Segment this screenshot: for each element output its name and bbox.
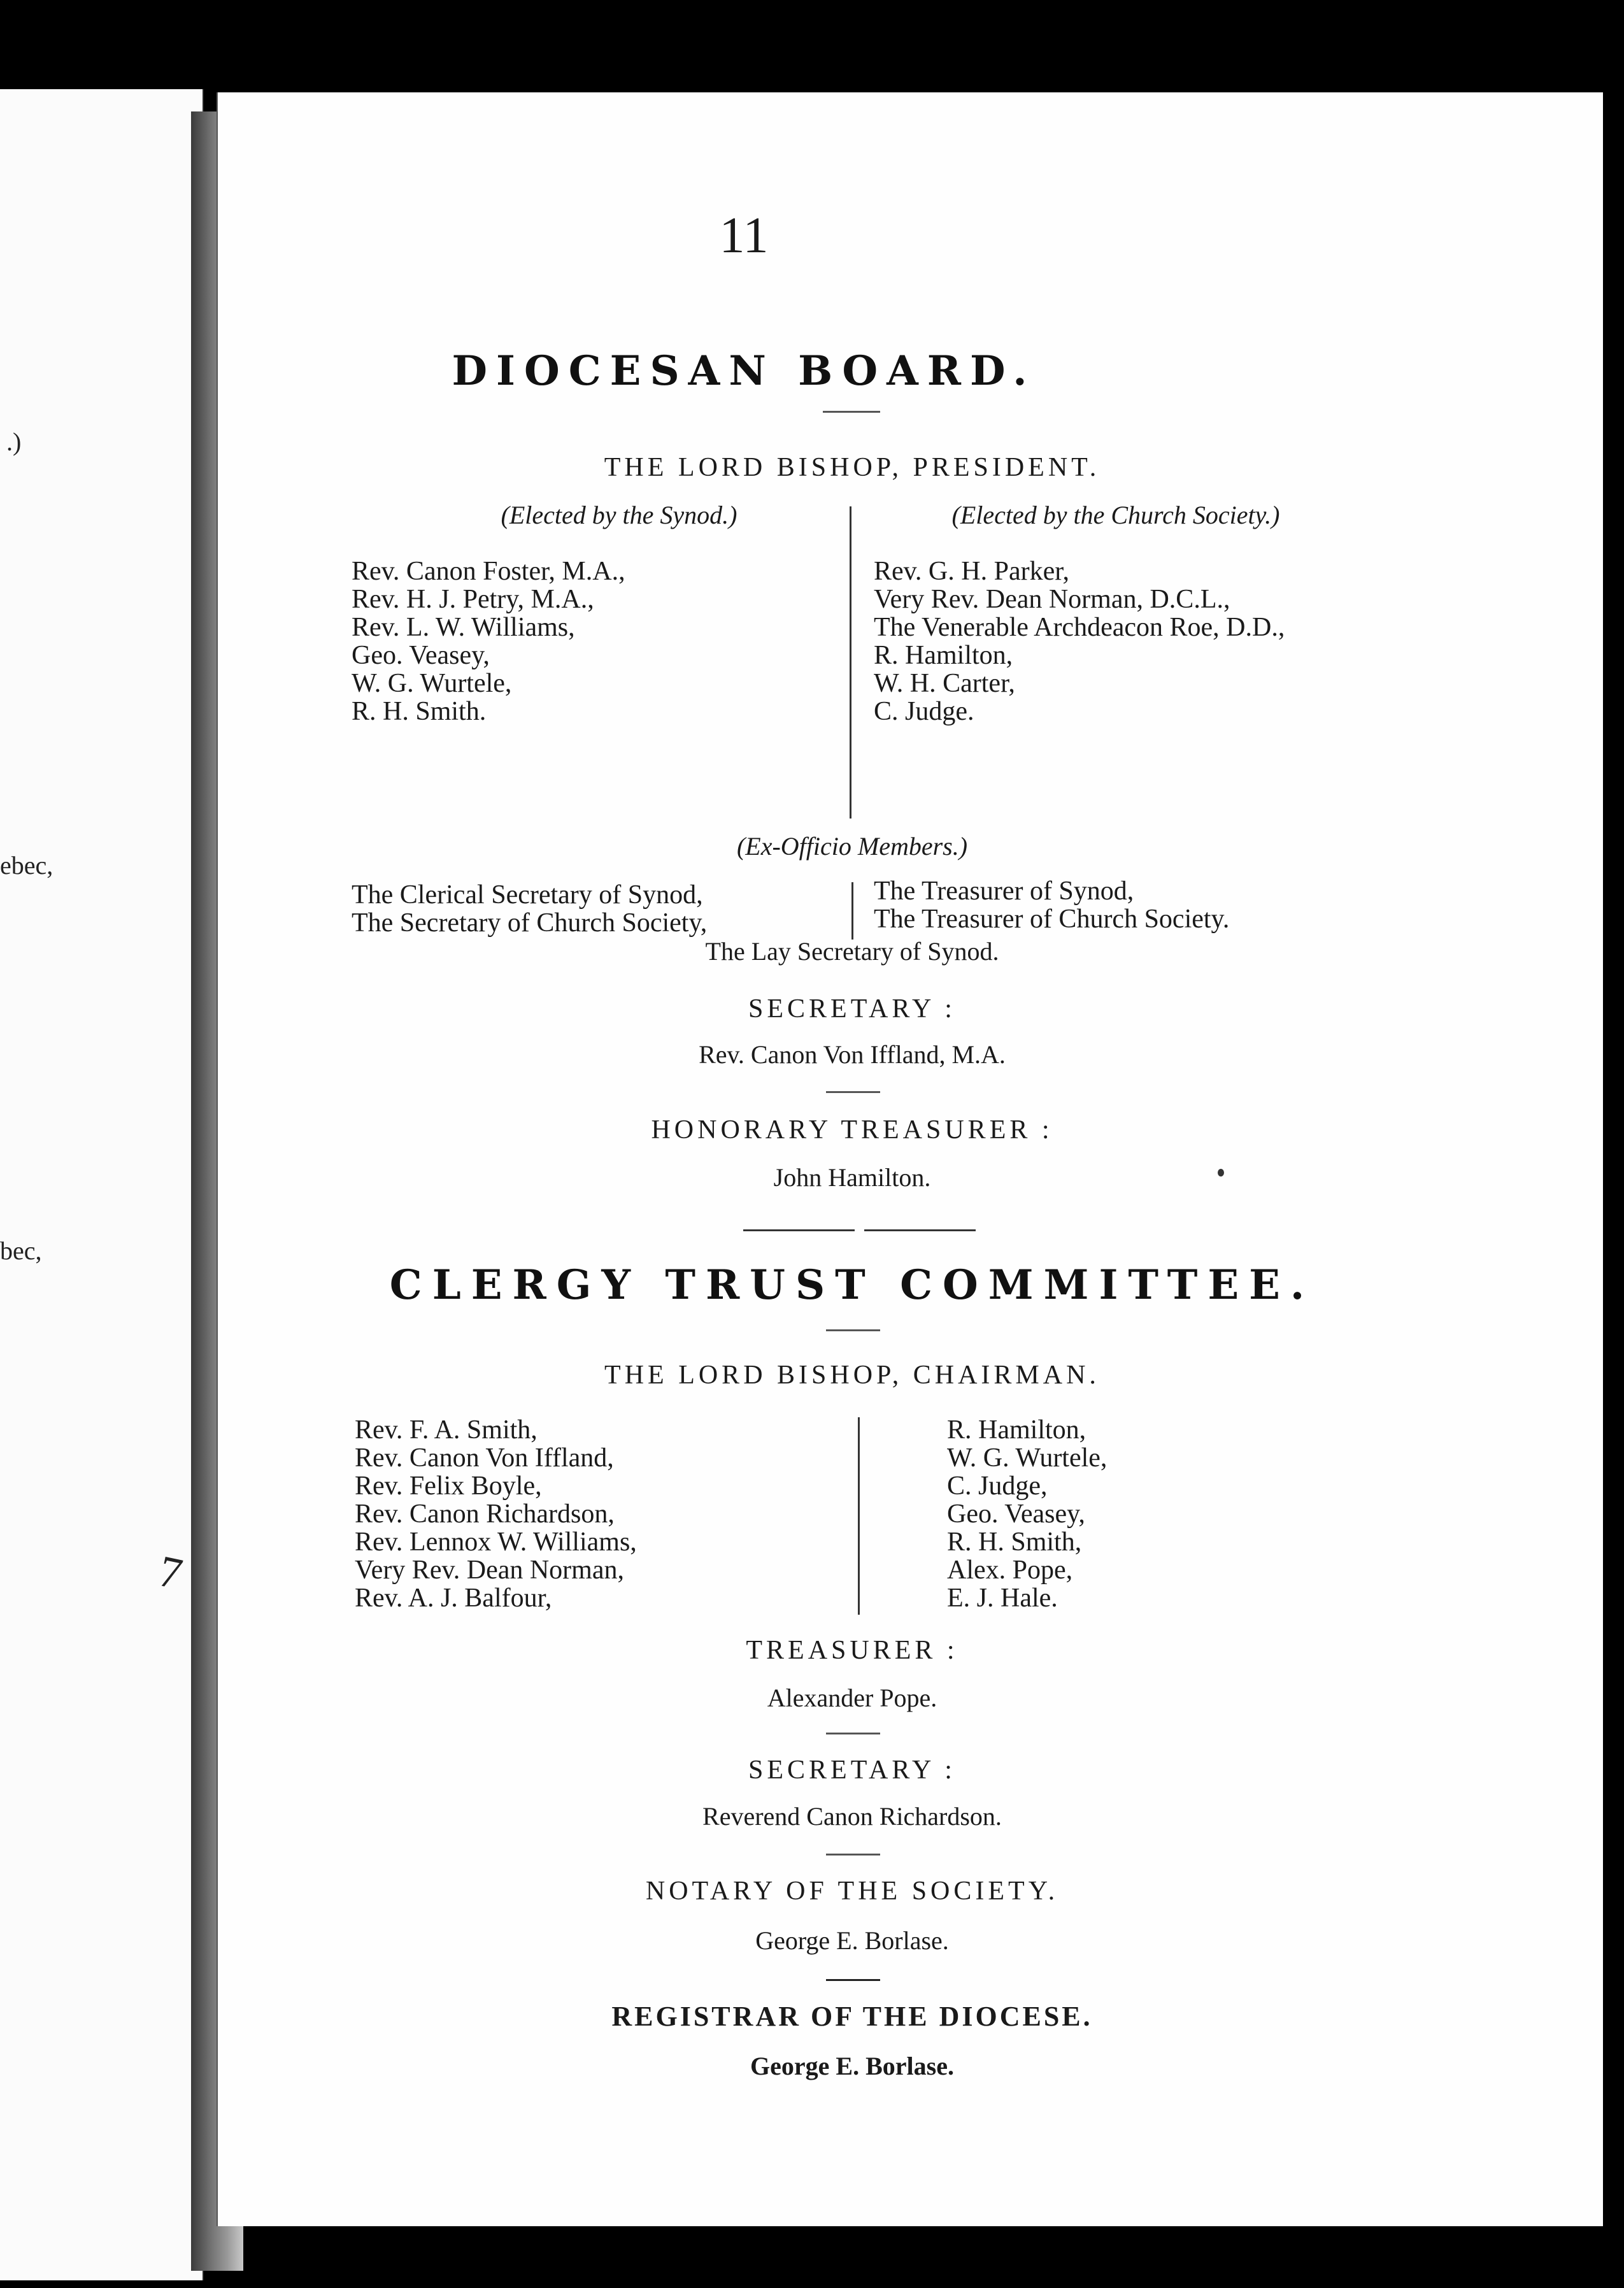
divider bbox=[826, 1854, 880, 1855]
divider bbox=[826, 1329, 880, 1331]
committee-right-list bbox=[947, 1416, 1107, 1612]
list-item: C. Judge, bbox=[947, 1471, 1048, 1501]
list-item: Very Rev. Dean Norman, D.C.L., bbox=[874, 585, 1230, 614]
list-item: Rev. Lennox W. Williams, bbox=[355, 1527, 637, 1557]
divider bbox=[823, 411, 880, 413]
list-item: Rev. G. H. Parker, bbox=[874, 557, 1070, 586]
list-item: Rev. F. A. Smith, bbox=[355, 1415, 538, 1445]
list-item: R. H. Smith, bbox=[947, 1527, 1082, 1557]
treasurer-heading: TREASURER : bbox=[746, 1636, 958, 1665]
secretary-name: Rev. Canon Von Iffland, M.A. bbox=[699, 1040, 1006, 1069]
synod-heading: (Elected by the Synod.) bbox=[501, 501, 737, 529]
left-page-fragment: .) bbox=[6, 427, 22, 456]
synod-members-list bbox=[352, 557, 625, 726]
list-item: Very Rev. Dean Norman, bbox=[355, 1555, 624, 1585]
divider bbox=[826, 1979, 880, 1981]
list-item: Rev. Felix Boyle, bbox=[355, 1471, 542, 1501]
list-item: Rev. Canon Foster, M.A., bbox=[352, 557, 625, 586]
list-item: Rev. H. J. Petry, M.A., bbox=[352, 585, 594, 614]
registrar-name: George E. Borlase. bbox=[750, 2052, 954, 2080]
list-item: The Secretary of Church Society, bbox=[352, 908, 708, 938]
left-page-fragment: ebec, bbox=[0, 851, 53, 880]
list-item: Rev. Canon Von Iffland, bbox=[355, 1443, 614, 1473]
list-item: E. J. Hale. bbox=[947, 1584, 1058, 1613]
column-divider bbox=[858, 1417, 860, 1615]
honorary-treasurer-heading: HONORARY TREASURER : bbox=[651, 1115, 1053, 1145]
committee-left-list bbox=[355, 1416, 637, 1612]
ex-officio-bottom: The Lay Secretary of Synod. bbox=[705, 937, 999, 966]
list-item: Rev. Canon Richardson, bbox=[355, 1499, 615, 1529]
committee-secretary-name: Reverend Canon Richardson. bbox=[702, 1802, 1002, 1831]
ink-speck bbox=[1218, 1169, 1224, 1176]
clergy-trust-committee-title: CLERGY TRUST COMMITTEE. bbox=[389, 1261, 1315, 1309]
list-item: The Treasurer of Synod, bbox=[874, 876, 1134, 906]
column-divider bbox=[851, 882, 853, 940]
divider bbox=[826, 1091, 880, 1093]
ex-officio-right-list bbox=[874, 877, 1229, 933]
president-line: THE LORD BISHOP, PRESIDENT. bbox=[604, 453, 1100, 482]
list-item: Geo. Veasey, bbox=[947, 1499, 1085, 1529]
document-page bbox=[217, 92, 1603, 2226]
list-item: Alex. Pope, bbox=[947, 1555, 1073, 1585]
secretary-heading: SECRETARY : bbox=[748, 994, 956, 1024]
list-item: The Treasurer of Church Society. bbox=[874, 904, 1230, 934]
list-item: W. G. Wurtele, bbox=[947, 1443, 1108, 1473]
notary-heading: NOTARY OF THE SOCIETY. bbox=[645, 1877, 1059, 1906]
notary-name: George E. Borlase. bbox=[755, 1926, 949, 1955]
diocesan-board-title: DIOCESAN BOARD. bbox=[452, 347, 1036, 395]
registrar-heading: REGISTRAR OF THE DIOCESE. bbox=[611, 2001, 1093, 2032]
pencil-mark: 7 bbox=[154, 1547, 187, 1599]
section-divider bbox=[743, 1229, 855, 1231]
honorary-treasurer-name: John Hamilton. bbox=[773, 1163, 931, 1192]
page-number: 11 bbox=[719, 208, 769, 264]
list-item: Rev. L. W. Williams, bbox=[352, 613, 575, 642]
list-item: C. Judge. bbox=[874, 697, 974, 726]
list-item: R. Hamilton, bbox=[947, 1415, 1086, 1445]
list-item: The Clerical Secretary of Synod, bbox=[352, 880, 703, 910]
list-item: W. G. Wurtele, bbox=[352, 669, 512, 698]
committee-secretary-heading: SECRETARY : bbox=[748, 1755, 956, 1785]
ex-officio-left-list bbox=[352, 881, 707, 937]
chairman-line: THE LORD BISHOP, CHAIRMAN. bbox=[604, 1361, 1100, 1390]
treasurer-name: Alexander Pope. bbox=[767, 1684, 937, 1712]
divider bbox=[826, 1733, 880, 1734]
previous-page-edge bbox=[0, 89, 204, 2280]
list-item: Rev. A. J. Balfour, bbox=[355, 1584, 552, 1613]
section-divider bbox=[864, 1229, 976, 1231]
list-item: W. H. Carter, bbox=[874, 669, 1015, 698]
society-heading: (Elected by the Church Society.) bbox=[951, 501, 1280, 529]
list-item: Geo. Veasey, bbox=[352, 641, 490, 670]
list-item: The Venerable Archdeacon Roe, D.D., bbox=[874, 613, 1285, 642]
list-item: R. Hamilton, bbox=[874, 641, 1013, 670]
society-members-list bbox=[874, 557, 1285, 726]
list-item: R. H. Smith. bbox=[352, 697, 487, 726]
left-page-fragment: bec, bbox=[0, 1236, 42, 1265]
column-divider bbox=[850, 506, 851, 819]
ex-officio-heading: (Ex-Officio Members.) bbox=[736, 832, 968, 861]
